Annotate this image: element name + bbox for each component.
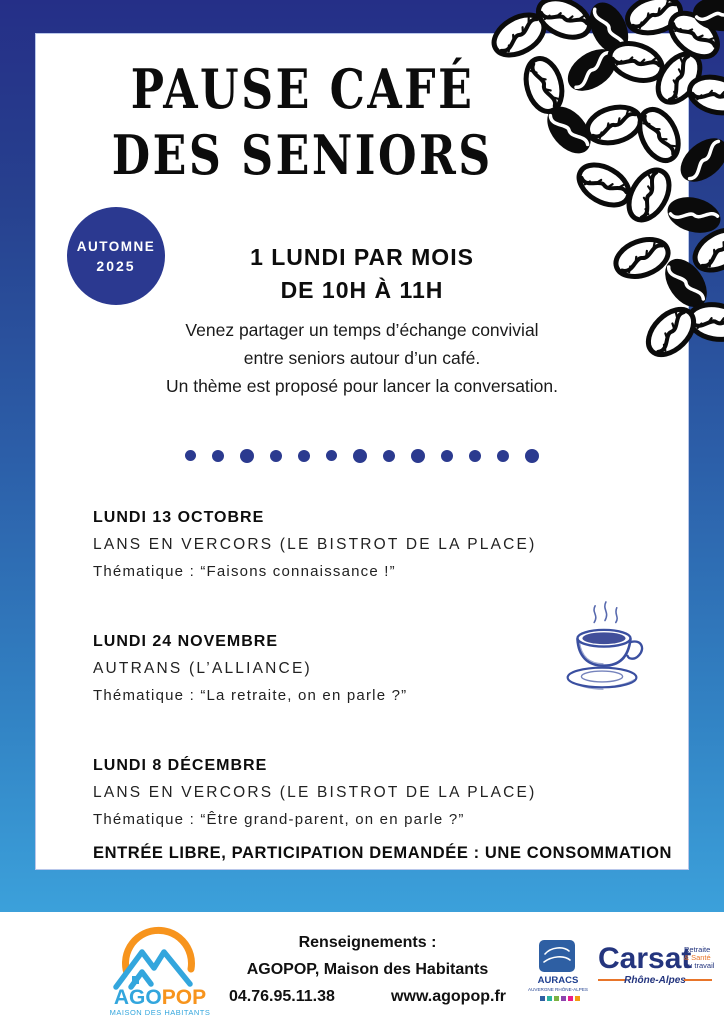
svg-text:MAISON DES HABITANTS: MAISON DES HABITANTS — [109, 1008, 211, 1017]
footer-info-label: Renseignements : — [298, 934, 437, 951]
svg-text:Retraite: Retraite — [684, 945, 711, 954]
footer-contact-line — [225, 983, 510, 1010]
dot — [298, 450, 310, 462]
footer-contact-block — [225, 929, 510, 1010]
schedule-hours: DE 10H À 11H — [280, 277, 444, 303]
footer-org-name: AGOPOP, Maison des Habitants — [246, 961, 489, 978]
auracs-logo — [527, 938, 589, 1006]
dot — [240, 449, 254, 463]
dot — [185, 450, 196, 461]
dot — [525, 449, 539, 463]
intro-line-1: Venez partager un temps d’échange convivial — [185, 320, 539, 340]
dot — [270, 450, 282, 462]
carsat-logo — [596, 940, 714, 992]
dots-divider — [36, 447, 688, 465]
intro-line-3: Un thème est proposé pour lancer la conversation. — [165, 376, 559, 396]
dot — [212, 450, 224, 462]
event-date: LUNDI 8 DÉCEMBRE — [93, 757, 268, 774]
dot — [326, 450, 337, 461]
intro-paragraph — [36, 316, 688, 400]
svg-text:Rhône-Alpes: Rhône-Alpes — [624, 975, 686, 986]
event-item-december — [93, 752, 536, 833]
intro-line-2: entre seniors autour d’un café. — [243, 348, 481, 368]
events-list — [93, 504, 536, 876]
dot — [411, 449, 425, 463]
dot — [497, 450, 509, 462]
season-badge-season: AUTOMNE — [76, 238, 156, 254]
event-item-november — [93, 628, 536, 709]
season-badge — [67, 207, 165, 305]
footer-website: www.agopop.fr — [391, 988, 506, 1005]
event-theme: Thématique : “Faisons connaissance !” — [93, 563, 396, 580]
event-theme: Thématique : “La retraite, on en parle ?” — [93, 687, 408, 704]
schedule-frequency: 1 LUNDI PAR MOIS — [250, 244, 474, 270]
svg-text:Carsat: Carsat — [598, 942, 692, 975]
event-venue: AUTRANS (L’ALLIANCE) — [93, 660, 312, 677]
svg-text:AURACS: AURACS — [537, 975, 579, 986]
svg-text:& Santé: & Santé — [684, 953, 711, 962]
svg-text:AGOPOP: AGOPOP — [113, 986, 207, 1009]
title-line-1: PAUSE CAFÉ — [130, 57, 474, 121]
flyer-card — [35, 33, 689, 870]
event-date: LUNDI 24 NOVEMBRE — [93, 633, 279, 650]
event-item-october — [93, 504, 536, 585]
title-line-2: DES SENIORS — [111, 123, 493, 187]
page-title — [36, 56, 568, 188]
svg-text:AUVERGNE RHÔNE-ALPES: AUVERGNE RHÔNE-ALPES — [528, 987, 588, 992]
agopop-logo — [98, 914, 223, 1018]
event-date: LUNDI 13 OCTOBRE — [93, 509, 265, 526]
event-venue: LANS EN VERCORS (LE BISTROT DE LA PLACE) — [93, 784, 537, 801]
event-venue: LANS EN VERCORS (LE BISTROT DE LA PLACE) — [93, 536, 537, 553]
coffee-cup-icon — [544, 596, 662, 704]
event-theme: Thématique : “Être grand-parent, on en parle ?” — [93, 811, 465, 828]
season-badge-year: 2025 — [96, 257, 136, 274]
auracs-color-dots — [540, 996, 580, 1001]
svg-text:au travail: au travail — [684, 961, 714, 970]
dot — [469, 450, 481, 462]
dot — [441, 450, 453, 462]
footer-phone: 04.76.95.11.38 — [229, 988, 335, 1005]
dot — [353, 449, 367, 463]
dot — [383, 450, 395, 462]
entry-notice: ENTRÉE LIBRE, PARTICIPATION DEMANDÉE : UNE CONSOMMATION — [93, 844, 673, 862]
